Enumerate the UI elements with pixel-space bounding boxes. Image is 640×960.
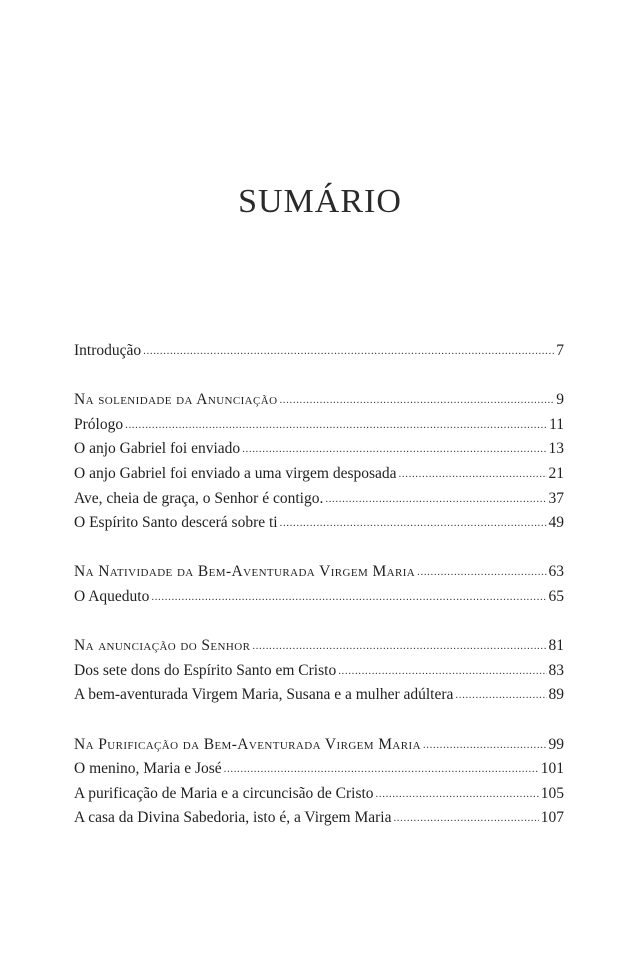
toc-page-number: 65 (548, 587, 564, 605)
toc-page-number: 21 (548, 464, 564, 482)
toc-entry-label: Na Purificação da Bem-Aventurada Virgem Maria (74, 735, 421, 753)
toc-page-number: 81 (548, 637, 564, 655)
dot-leader (338, 665, 546, 677)
toc-page-number: 89 (548, 686, 564, 704)
toc-entry[interactable] (74, 686, 564, 711)
section-gap (74, 367, 564, 392)
dot-leader (423, 739, 547, 751)
dot-leader (280, 517, 547, 529)
dot-leader (393, 812, 538, 824)
toc-entry-label: A casa da Divina Sabedoria, isto é, a Virgem Maria (74, 809, 392, 827)
dot-leader (143, 345, 554, 357)
toc-entry-label: O menino, Maria e José (74, 760, 222, 778)
toc-page-number: 49 (548, 514, 564, 532)
dot-leader (224, 763, 539, 775)
dot-leader (399, 468, 547, 480)
dot-leader (242, 443, 546, 455)
dot-leader (252, 640, 546, 652)
dot-leader (151, 591, 546, 603)
toc-entry-label: O Aqueduto (74, 587, 150, 605)
toc-page-number: 101 (540, 760, 564, 778)
toc-page-number: 107 (540, 809, 564, 827)
dot-leader (376, 788, 539, 800)
section-gap (74, 539, 564, 564)
toc-page-number: 99 (548, 735, 564, 753)
toc-entry-label: Ave, cheia de graça, o Senhor é contigo. (74, 489, 324, 507)
toc-section-heading[interactable] (74, 637, 564, 662)
toc-entry-label: O anjo Gabriel foi enviado (74, 440, 241, 458)
dot-leader (417, 566, 546, 578)
toc-entry-label: Na anunciação do Senhor (74, 637, 251, 655)
toc-page-number: 37 (548, 489, 564, 507)
section-gap (74, 613, 564, 638)
toc-entry-label: O anjo Gabriel foi enviado a uma virgem desposada (74, 464, 397, 482)
toc-section-heading[interactable] (74, 563, 564, 588)
toc-entry[interactable] (74, 662, 564, 687)
toc-page-number: 13 (548, 440, 564, 458)
toc-entry[interactable] (74, 809, 564, 834)
table-of-contents (74, 342, 564, 834)
toc-entry-label: O Espírito Santo descerá sobre ti (74, 514, 278, 532)
toc-entry-label: Introdução (74, 342, 142, 359)
toc-entry[interactable] (74, 588, 564, 613)
page-title: SUMÁRIO (238, 183, 402, 220)
toc-entry[interactable] (74, 416, 564, 441)
toc-entry[interactable] (74, 465, 564, 490)
toc-page-number: 83 (548, 661, 564, 679)
toc-entry-label: Na solenidade da Anunciação (74, 391, 278, 409)
toc-page-number: 63 (548, 563, 564, 581)
toc-entry-label: Dos sete dons do Espírito Santo em Cristo (74, 661, 337, 679)
toc-entry[interactable] (74, 514, 564, 539)
toc-entry[interactable] (74, 440, 564, 465)
toc-entry[interactable] (74, 785, 564, 810)
toc-entry-label: Na Natividade da Bem-Aventurada Virgem Maria (74, 563, 416, 581)
toc-page-number: 105 (540, 784, 564, 802)
toc-entry[interactable] (74, 342, 564, 367)
dot-leader (125, 419, 547, 431)
toc-section-heading[interactable] (74, 391, 564, 416)
toc-entry-label: A bem-aventurada Virgem Maria, Susana e a mulher adúltera (74, 686, 454, 704)
toc-entry-label: A purificação de Maria e a circuncisão de Cristo (74, 784, 374, 802)
dot-leader (279, 394, 554, 406)
toc-entry[interactable] (74, 490, 564, 515)
dot-leader (455, 689, 546, 701)
section-gap (74, 711, 564, 736)
toc-page-number: 9 (556, 391, 564, 409)
toc-section-heading[interactable] (74, 736, 564, 761)
toc-page-number: 7 (556, 342, 564, 359)
toc-entry[interactable] (74, 760, 564, 785)
toc-entry-label: Prólogo (74, 415, 124, 433)
toc-page-number: 11 (549, 415, 564, 433)
dot-leader (325, 493, 546, 505)
